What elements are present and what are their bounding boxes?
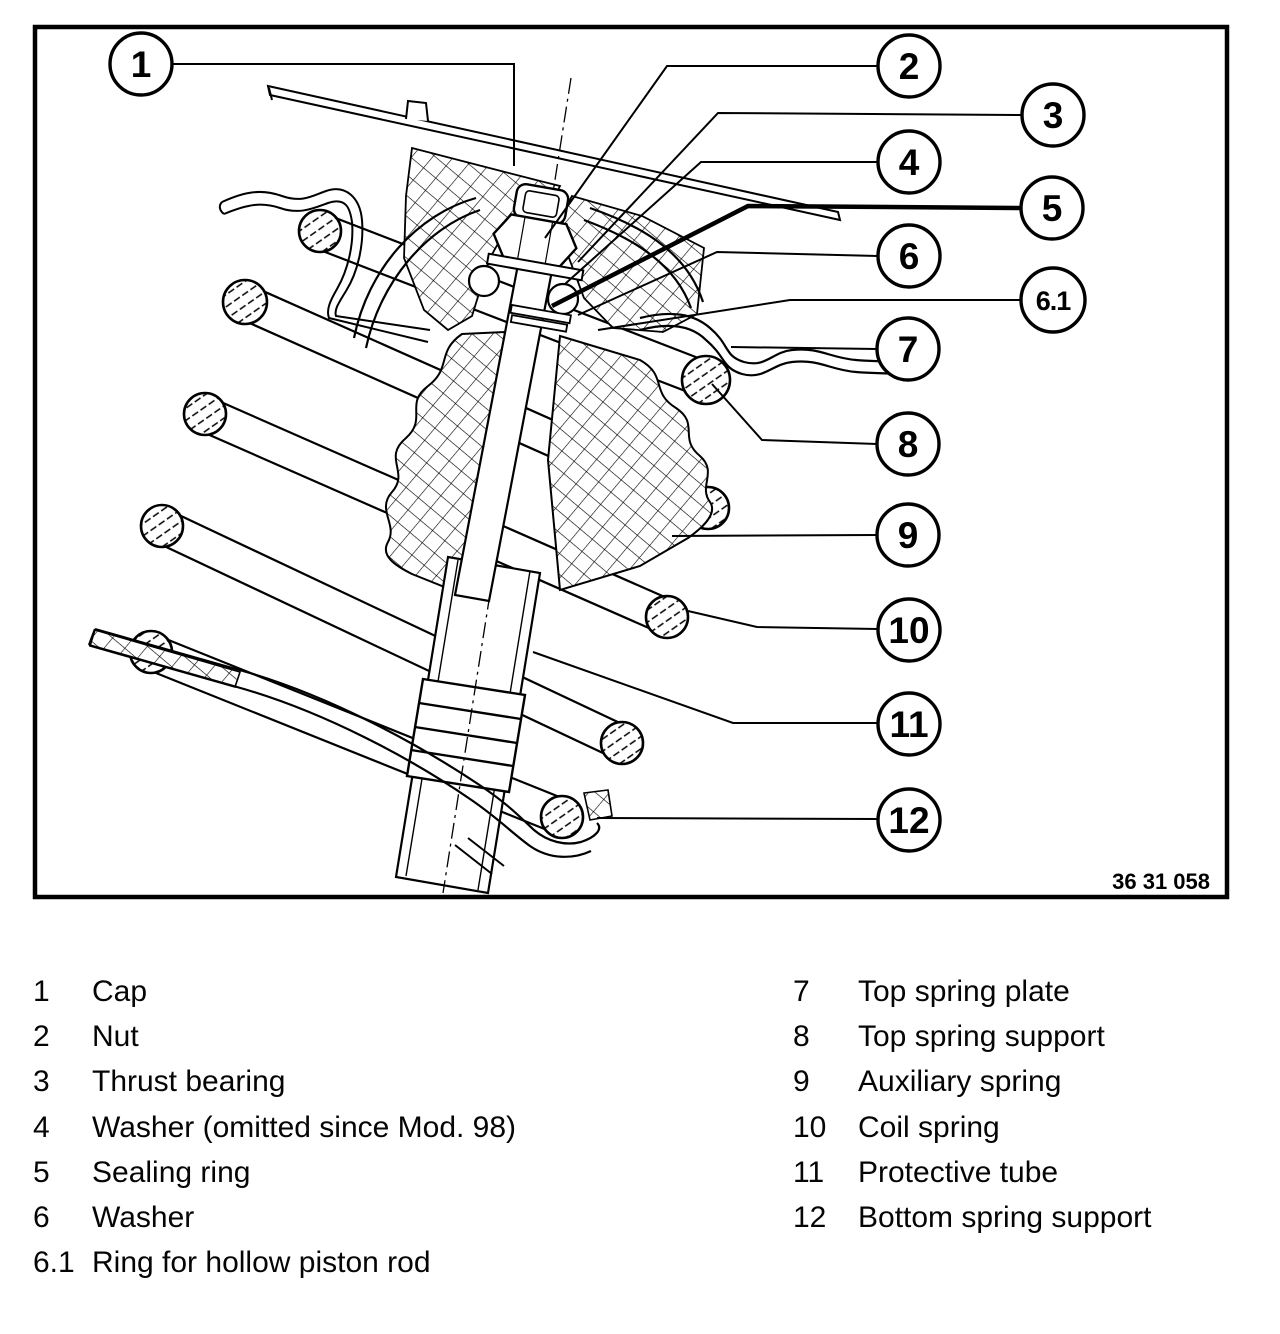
legend-num: 1: [33, 975, 50, 1008]
svg-text:8: 8: [897, 424, 919, 465]
callout-6-1: [1021, 268, 1085, 332]
legend-num: 6: [33, 1201, 50, 1234]
legend-label: Ring for hollow piston rod: [92, 1246, 431, 1279]
legend-num: 7: [793, 975, 810, 1008]
callout-4: [878, 131, 940, 193]
legend-num: 3: [33, 1065, 50, 1098]
callout-8: [877, 413, 939, 475]
svg-text:7: 7: [897, 329, 919, 370]
legend-label: Nut: [92, 1020, 139, 1053]
callout-7: [877, 318, 939, 380]
legend-num: 9: [793, 1065, 810, 1098]
callout-11: [878, 693, 940, 755]
svg-text:11: 11: [889, 704, 929, 745]
legend-num: 10: [793, 1111, 827, 1144]
legend-label: Top spring support: [858, 1020, 1105, 1053]
leader-12: [597, 818, 878, 819]
callout-6: [878, 225, 940, 287]
svg-text:1: 1: [130, 44, 152, 85]
legend-label: Washer (omitted since Mod. 98): [92, 1111, 517, 1144]
legend-num: 11: [793, 1156, 825, 1189]
bottom-coil-section: [541, 796, 583, 838]
legend-label: Top spring plate: [858, 975, 1070, 1008]
drawing-number: 36 31 058: [1112, 869, 1210, 894]
legend-label: Sealing ring: [92, 1156, 251, 1189]
legend-label: Thrust bearing: [92, 1065, 286, 1098]
svg-text:6: 6: [898, 236, 920, 277]
legend-num: 8: [793, 1020, 810, 1053]
leader-9: [672, 535, 877, 536]
legend-label: Coil spring: [858, 1111, 1000, 1144]
legend-label: Protective tube: [858, 1156, 1059, 1189]
callout-10: [878, 599, 940, 661]
legend-num: 12: [793, 1201, 827, 1234]
svg-text:4: 4: [898, 142, 920, 183]
svg-text:9: 9: [897, 515, 919, 556]
legend-label: Auxiliary spring: [858, 1065, 1062, 1098]
svg-text:2: 2: [898, 46, 920, 87]
callout-5: [1021, 177, 1083, 239]
legend-num: 6.1: [33, 1246, 75, 1279]
legend-label: Cap: [92, 975, 148, 1008]
callout-3: [1022, 84, 1084, 146]
legend-label: Bottom spring support: [858, 1201, 1152, 1234]
legend-num: 5: [33, 1156, 50, 1189]
svg-text:5: 5: [1041, 188, 1063, 229]
legend-num: 2: [33, 1020, 50, 1053]
svg-text:10: 10: [888, 610, 930, 651]
svg-text:3: 3: [1042, 95, 1064, 136]
legend-label: Washer: [92, 1201, 195, 1234]
svg-text:6.1: 6.1: [1035, 286, 1071, 316]
legend-num: 4: [33, 1111, 50, 1144]
svg-text:12: 12: [888, 800, 930, 841]
callout-2: [878, 35, 940, 97]
callout-1: [110, 33, 172, 95]
callout-12: [878, 789, 940, 851]
callout-9: [877, 504, 939, 566]
